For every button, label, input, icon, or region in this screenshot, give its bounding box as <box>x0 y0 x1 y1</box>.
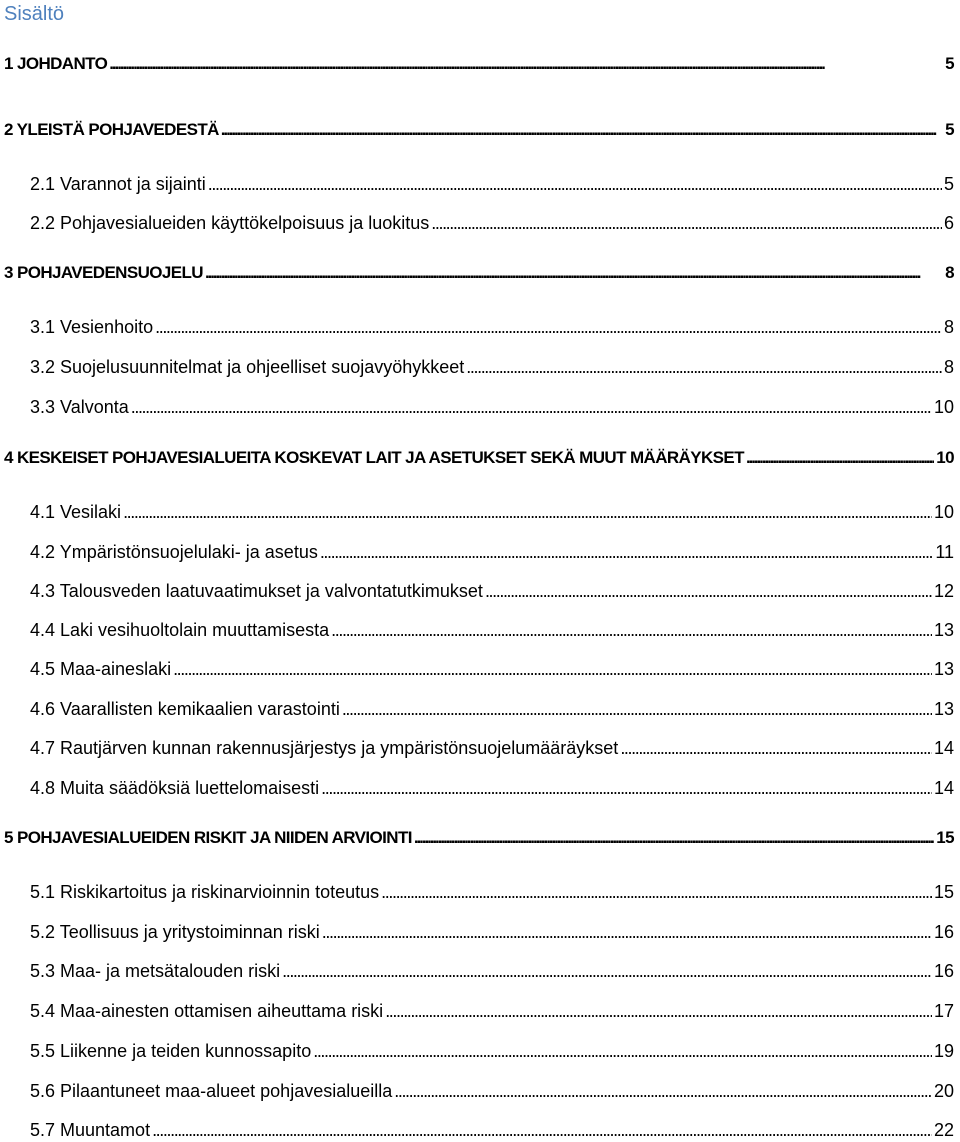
toc-entry-page-number: 5 <box>945 120 954 139</box>
toc-entry-label: 2 YLEISTÄ POHJAVEDESTÄ <box>4 120 219 139</box>
toc-entry-label: 4.1 Vesilaki <box>30 502 122 522</box>
toc-entry[interactable] <box>30 500 954 524</box>
toc-entry[interactable] <box>30 355 954 379</box>
toc-entry[interactable] <box>30 315 954 339</box>
toc-dot-leader <box>381 880 932 904</box>
toc-entry[interactable] <box>30 1079 954 1103</box>
toc-entry-page-number: 10 <box>936 448 954 467</box>
toc-entry[interactable] <box>30 697 954 721</box>
toc-entry-label: 5.4 Maa-ainesten ottamisen aiheuttama riski <box>30 1001 384 1021</box>
toc-entry[interactable] <box>4 446 954 470</box>
toc-entry-label: 5.6 Pilaantuneet maa-alueet pohjavesialueilla <box>30 1081 393 1101</box>
toc-entry-page-number: 8 <box>945 263 954 282</box>
toc-dot-leader <box>123 500 932 524</box>
toc-entry[interactable] <box>30 540 954 564</box>
toc-entry[interactable] <box>30 776 954 800</box>
toc-entry-page-number: 5 <box>943 174 954 194</box>
toc-entry-label: 4.5 Maa-aineslaki <box>30 659 172 679</box>
toc-entry[interactable] <box>30 618 954 642</box>
toc-entry-label: 2.2 Pohjavesialueiden käyttökelpoisuus ja luokitus <box>30 213 430 233</box>
toc-entry[interactable] <box>30 1039 954 1063</box>
toc-entry[interactable] <box>30 395 954 419</box>
toc-entry-label: 4.8 Muita säädöksiä luettelomaisesti <box>30 778 320 798</box>
toc-entry-page-number: 12 <box>933 581 954 601</box>
toc-entry[interactable] <box>30 999 954 1023</box>
toc-entry[interactable] <box>30 172 954 196</box>
toc-entry-page-number: 22 <box>933 1120 954 1140</box>
toc-entry-label: 5.5 Liikenne ja teiden kunnossapito <box>30 1041 312 1061</box>
toc-dot-leader <box>208 172 942 196</box>
toc-entry-page-number: 13 <box>933 659 954 679</box>
toc-entry-page-number: 13 <box>933 699 954 719</box>
toc-dot-leader <box>205 261 943 285</box>
toc-dot-leader <box>394 1079 932 1103</box>
toc-entry-label: 4 KESKEISET POHJAVESIALUEITA KOSKEVAT LAIT JA ASETUKSET SEKÄ MUUT MÄÄRÄYKSET <box>4 448 744 467</box>
toc-dot-leader <box>152 1118 932 1142</box>
toc-entry-page-number: 16 <box>933 922 954 942</box>
toc-entry[interactable] <box>30 1118 954 1142</box>
toc-entry-page-number: 10 <box>933 397 954 417</box>
page-title: Sisältö <box>4 3 65 25</box>
toc-entry-page-number: 6 <box>943 213 954 233</box>
toc-entry[interactable] <box>4 826 954 850</box>
toc-dot-leader <box>746 446 934 470</box>
toc-dot-leader <box>173 657 932 681</box>
toc-entry-label: 3 POHJAVEDENSUOJELU <box>4 263 203 282</box>
toc-entry[interactable] <box>30 920 954 944</box>
toc-dot-leader <box>620 736 932 760</box>
toc-entry-label: 5 POHJAVESIALUEIDEN RISKIT JA NIIDEN ARVIOINTI <box>4 828 412 847</box>
toc-entry[interactable] <box>4 52 954 76</box>
toc-entry-page-number: 15 <box>936 828 954 847</box>
toc-entry-page-number: 15 <box>933 882 954 902</box>
toc-entry-label: 1 JOHDANTO <box>4 54 108 73</box>
toc-dot-leader <box>282 959 932 983</box>
toc-entry-page-number: 14 <box>933 778 954 798</box>
toc-dot-leader <box>466 355 942 379</box>
toc-entry[interactable] <box>4 118 954 142</box>
toc-entry-label: 4.7 Rautjärven kunnan rakennusjärjestys ja ympäristönsuojelumääräykset <box>30 738 619 758</box>
toc-entry[interactable] <box>4 261 954 285</box>
toc-entry-label: 3.3 Valvonta <box>30 397 129 417</box>
toc-dot-leader <box>414 826 934 850</box>
toc-entry[interactable] <box>30 211 954 235</box>
toc-entry-label: 4.6 Vaarallisten kemikaalien varastointi <box>30 699 340 719</box>
toc-dot-leader <box>155 315 942 339</box>
toc-dot-leader <box>485 579 932 603</box>
toc-dot-leader <box>320 540 933 564</box>
toc-entry-page-number: 8 <box>943 357 954 377</box>
toc-entry[interactable] <box>30 579 954 603</box>
toc-entry-label: 4.2 Ympäristönsuojelulaki- ja asetus <box>30 542 318 562</box>
toc-entry-label: 4.4 Laki vesihuoltolain muuttamisesta <box>30 620 330 640</box>
toc-entry[interactable] <box>30 959 954 983</box>
toc-dot-leader <box>321 776 932 800</box>
toc-entry[interactable] <box>30 880 954 904</box>
toc-dot-leader <box>431 211 942 235</box>
toc-dot-leader <box>322 920 932 944</box>
toc-dot-leader <box>131 395 932 419</box>
toc-entry-page-number: 10 <box>933 502 954 522</box>
toc-entry-page-number: 8 <box>943 317 954 337</box>
toc-entry-label: 2.1 Varannot ja sijainti <box>30 174 206 194</box>
toc-dot-leader <box>342 697 932 721</box>
toc-entry-page-number: 17 <box>933 1001 954 1021</box>
toc-entry-label: 5.1 Riskikartoitus ja riskinarvioinnin toteutus <box>30 882 380 902</box>
toc-entry-label: 3.1 Vesienhoito <box>30 317 154 337</box>
toc-entry-page-number: 19 <box>933 1041 954 1061</box>
toc-entry-page-number: 13 <box>933 620 954 640</box>
toc-entry-page-number: 20 <box>933 1081 954 1101</box>
toc-dot-leader <box>109 52 943 76</box>
toc-entry[interactable] <box>30 736 954 760</box>
toc-entry-label: 3.2 Suojelusuunnitelmat ja ohjeelliset suojavyöhykkeet <box>30 357 465 377</box>
toc-entry-label: 5.7 Muuntamot <box>30 1120 151 1140</box>
toc-dot-leader <box>221 118 943 142</box>
toc-entry[interactable] <box>30 657 954 681</box>
toc-dot-leader <box>331 618 932 642</box>
toc-entry-label: 5.3 Maa- ja metsätalouden riski <box>30 961 281 981</box>
toc-entry-page-number: 11 <box>935 542 954 562</box>
toc-dot-leader <box>313 1039 932 1063</box>
toc-entry-label: 4.3 Talousveden laatuvaatimukset ja valvontatutkimukset <box>30 581 483 601</box>
toc-entry-label: 5.2 Teollisuus ja yritystoiminnan riski <box>30 922 320 942</box>
toc-entry-page-number: 16 <box>933 961 954 981</box>
toc-entry-page-number: 5 <box>945 54 954 73</box>
toc-dot-leader <box>385 999 932 1023</box>
toc-entry-page-number: 14 <box>933 738 954 758</box>
